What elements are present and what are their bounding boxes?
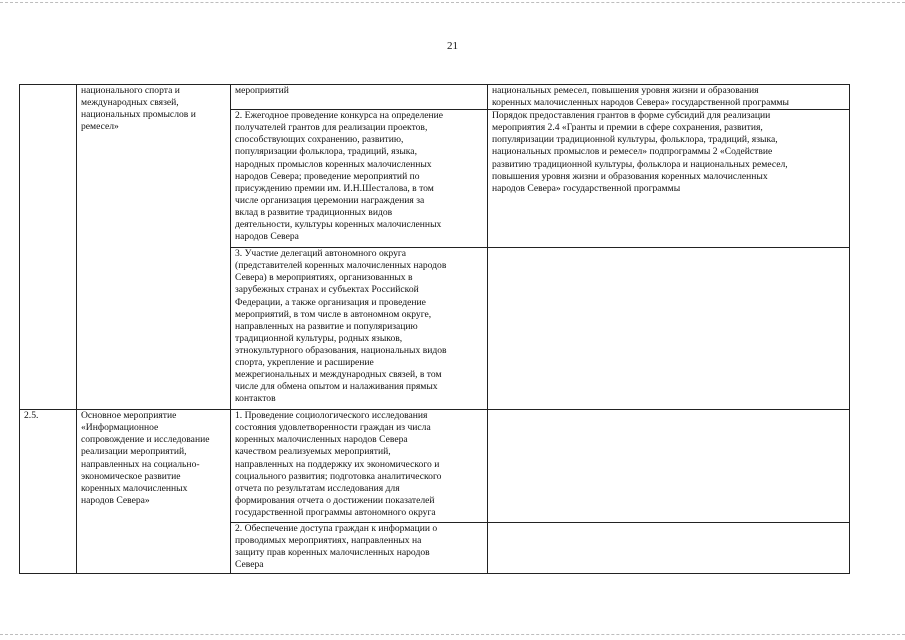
scan-edge-bottom	[0, 634, 905, 635]
program-table	[19, 84, 850, 574]
task-text: 1. Проведение социологического исследования состояния удовлетворенности граждан из числа коренных малочисленных народов Севера качеством реализуемых мероприятий, направленных на поддержку их экономического и социального развития; подготовка аналитического отчета по результатам исследования для формирования отчета о достижении показателей государственной программы автономного округа	[235, 410, 442, 518]
row-number-cell	[20, 410, 77, 574]
note-text: Порядок предоставления грантов в форме субсидий для реализации мероприятия 2.4 «Гранты и премии в сфере сохранения, развития, популяризации традиционной культуры, фольклора, традиций, языка, национальных промыслов и ремесел» подпрограммы 2 «Содействие развитию традиционной культуры, фольклора и национальных ремесел, повышения уровня жизни и образования коренных малочисленных народов Севера» государственной программы	[492, 110, 788, 194]
task-text: мероприятий	[235, 85, 289, 96]
note-cell	[488, 110, 850, 248]
note-cell	[488, 410, 850, 523]
note-text: национальных ремесел, повышения уровня жизни и образования коренных малочисленных народов Севера» государственной программы	[492, 85, 789, 109]
note-cell	[488, 523, 850, 574]
activity-name: Основное мероприятие «Информационное сопровождение и исследование реализации мероприятий, направленных на социально- экономическое развитие коренных малочисленных народов Севера»	[81, 410, 210, 506]
task-cell	[231, 110, 488, 248]
task-cell	[231, 410, 488, 523]
task-text: 3. Участие делегаций автономного округа (представителей коренных малочисленных народов Севера) в мероприятиях, организованных в зарубежных странах и субъектах Российской Федерации, а также организация и проведение мероприятий, в том числе в автономном округе, направленных на развитие и популяризацию традиционной культуры, родных языков, этнокультурного образования, национальных видов спорта, укрепление и расширение межрегиональных и международных связей, в том числе для обмена опытом и налаживания прямых контактов	[235, 248, 447, 405]
activity-name-cell	[77, 85, 231, 410]
row-number: 2.5.	[24, 410, 39, 422]
page-number: 21	[447, 40, 458, 52]
note-cell	[488, 248, 850, 410]
scan-edge-top	[0, 2, 905, 3]
note-cell	[488, 85, 850, 110]
task-cell	[231, 248, 488, 410]
activity-name-cell	[77, 410, 231, 574]
task-cell	[231, 523, 488, 574]
task-cell	[231, 85, 488, 110]
task-text: 2. Обеспечение доступа граждан к информации о проводимых мероприятиях, направленных на защиту прав коренных малочисленных народов Севера	[235, 523, 438, 571]
table-row	[20, 410, 850, 523]
activity-name: национального спорта и международных связей, национальных промыслов и ремесел»	[81, 85, 196, 133]
table-row	[20, 85, 850, 110]
task-text: 2. Ежегодное проведение конкурса на определение получателей грантов для реализации проектов, способствующих сохранению, развитию, популяризации фольклора, традиций, языка, народных промыслов коренных малочисленных народов Севера; проведение мероприятий по присуждению премии им. И.Н.Шесталова, в том числе организация церемонии награждения за вклад в развитие традиционных видов деятельности, культуры коренных малочисленных народов Севера	[235, 110, 444, 243]
row-number-cell	[20, 85, 77, 410]
